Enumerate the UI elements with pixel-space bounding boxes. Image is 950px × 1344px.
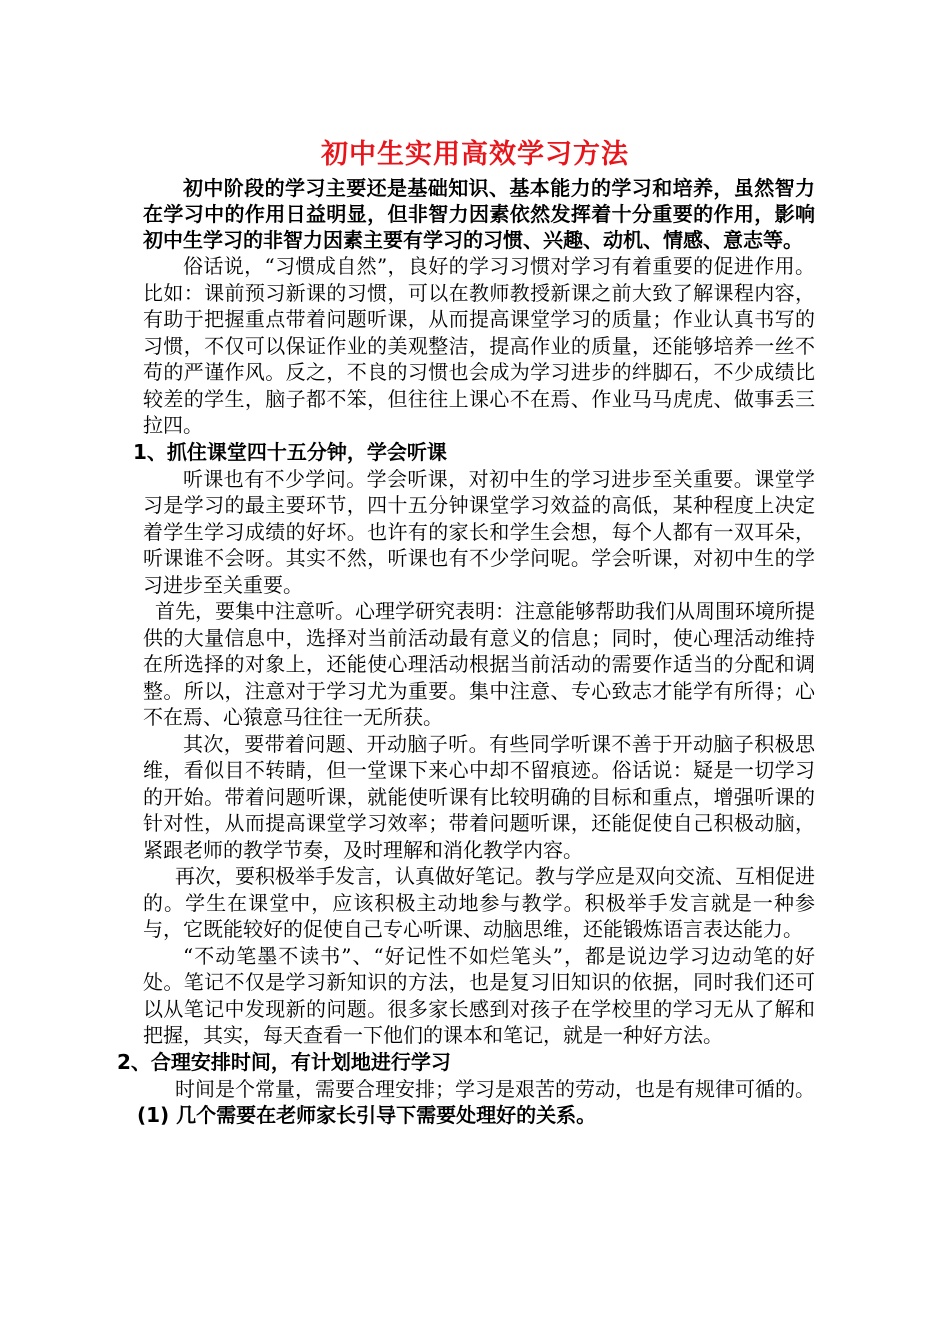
section-1-paragraph-5: “不动笔墨不读书”、“好记性不如烂笔头”，都是说边学习边动笔的好处。笔记不仅是学习新知识的方法，也是复习旧知识的依据，同时我们还可以从笔记中发现新的问题。很多家长感到对孩子在学校里的学习无从了解和把握，其实，每天查看一下他们的课本和笔记，就是一种好方法。: [143, 943, 815, 1047]
habit-paragraph: 俗话说，“习惯成自然”，良好的学习习惯对学习有着重要的促进作用。比如：课前预习新课的习惯，可以在教师教授新课之前大致了解课程内容，有助于把握重点带着问题听课，从而提高课堂学习的质量；作业认真书写的习惯，不仅可以保证作业的美观整洁，提高作业的质量，还能够培养一丝不苟的严谨作风。反之，不良的习惯也会成为学习进步的绊脚石，不少成绩比较差的学生，脑子都不笨，但往往上课心不在焉、作业马马虎虎、做事丢三拉四。: [143, 254, 815, 437]
section-2-heading: 2、合理安排时间，有计划地进行学习: [117, 1049, 451, 1074]
section-1-paragraph-2: 首先，要集中注意听。心理学研究表明：注意能够帮助我们从周围环境所提供的大量信息中，选择对当前活动最有意义的信息；同时，使心理活动维持在所选择的对象上，还能使心理活动根据当前活动的需要作适当的分配和调整。所以，注意对于学习尤为重要。集中注意、专心致志才能学有所得；心不在焉、心猿意马往往一无所获。: [143, 599, 815, 729]
section-1-paragraph-4: 再次，要积极举手发言，认真做好笔记。教与学应是双向交流、互相促进的。学生在课堂中，应该积极主动地参与教学。积极举手发言就是一种参与，它既能较好的促使自己专心听课、动脑思维，还能锻炼语言表达能力。: [143, 864, 815, 941]
subsection-1-heading: (1) 几个需要在老师家长引导下需要处理好的关系。: [137, 1103, 597, 1127]
section-1-paragraph-1: 听课也有不少学问。学会听课，对初中生的学习进步至关重要。课堂学习是学习的最主要环节，四十五分钟课堂学习效益的高低，某种程度上决定着学生学习成绩的好坏。也许有的家长和学生会想，每个人都有一双耳朵，听课谁不会呀。其实不然，听课也有不少学问呢。学会听课，对初中生的学习进步至关重要。: [143, 466, 815, 597]
intro-paragraph: 初中阶段的学习主要还是基础知识、基本能力的学习和培养，虽然智力在学习中的作用日益明显，但非智力因素依然发挥着十分重要的作用，影响初中生学习的非智力因素主要有学习的习惯、兴趣、动机、情感、意志等。: [143, 176, 815, 252]
section-2-paragraph-1: 时间是个常量，需要合理安排；学习是艰苦的劳动，也是有规律可循的。: [175, 1076, 815, 1101]
section-1-heading: 1、抓住课堂四十五分钟，学会听课: [133, 439, 447, 464]
document-title: 初中生实用高效学习方法: [321, 139, 629, 170]
document-body: [117, 175, 815, 1129]
section-1-paragraph-3: 其次，要带着问题、开动脑子听。有些同学听课不善于开动脑子积极思维，看似目不转睛，但一堂课下来心中却不留痕迹。俗话说：疑是一切学习的开始。带着问题听课，就能使听课有比较明确的目标和重点，增强听课的针对性，从而提高课堂学习效率；带着问题听课，还能促使自己积极动脑，紧跟老师的教学节奏，及时理解和消化教学内容。: [143, 731, 815, 862]
